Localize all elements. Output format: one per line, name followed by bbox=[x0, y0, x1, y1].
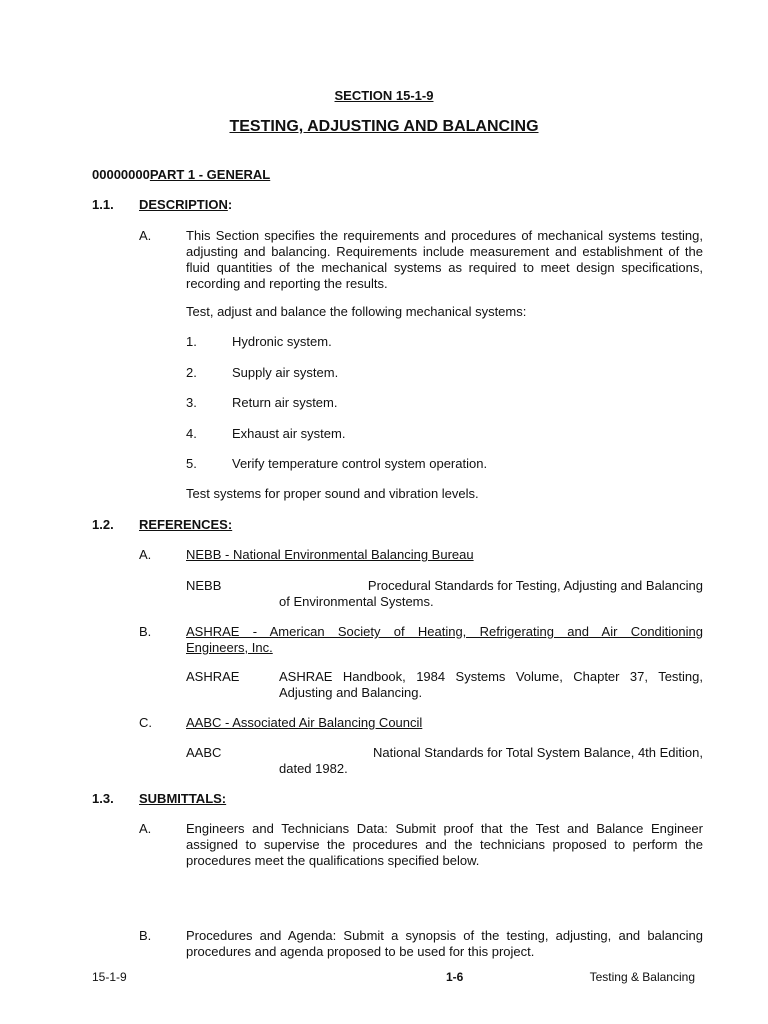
section-1-1-number: 1.1. bbox=[92, 197, 114, 212]
ref-c-standard: National Standards for Total System Balance, 4th Edition, bbox=[372, 745, 703, 760]
description-paragraph: This Section specifies the requirements and procedures of mechanical systems testing, adjusting and balancing. Requirements include measurement and establishment of the fluid quantities of the mechanical systems as required to meet design specifications, recording and reporting the results. bbox=[186, 228, 703, 291]
list-item: Return air system. bbox=[232, 395, 338, 410]
item-a-letter: A. bbox=[139, 228, 152, 243]
part-prefix: 00000000 bbox=[92, 167, 150, 182]
list-item-number: 1. bbox=[186, 334, 197, 349]
ref-a-standard: Procedural Standards for Testing, Adjusting and Balancing bbox=[367, 578, 703, 593]
section-1-2-number: 1.2. bbox=[92, 517, 114, 532]
list-item: Exhaust air system. bbox=[232, 426, 346, 441]
footer-title: Testing & Balancing bbox=[589, 970, 695, 984]
submittal-a-paragraph: Engineers and Technicians Data: Submit proof that the Test and Balance Engineer assigned to supervise the procedures and the technicians proposed to perform the procedures meet the qualifications specified below. bbox=[186, 821, 703, 868]
ref-c-letter: C. bbox=[139, 715, 152, 730]
section-1-2-heading: REFERENCES: bbox=[139, 517, 233, 532]
submittal-b-paragraph: Procedures and Agenda: Submit a synopsis of the testing, adjusting, and balancing procedures and agenda proposed to be used for this project. bbox=[186, 928, 703, 959]
ref-c-abbreviation: AABC bbox=[186, 745, 222, 760]
part-label: PART 1 - GENERAL bbox=[149, 167, 271, 182]
ref-b-letter: B. bbox=[139, 624, 152, 639]
section-1-3-heading: SUBMITTALS: bbox=[139, 791, 227, 806]
list-item: Supply air system. bbox=[232, 365, 339, 380]
list-item-number: 3. bbox=[186, 395, 197, 410]
section-1-1-heading bbox=[139, 197, 232, 213]
closing-sentence: Test systems for proper sound and vibration levels. bbox=[186, 486, 479, 501]
footer-page-number: 1-6 bbox=[446, 970, 464, 984]
ref-b-standard-continued: Adjusting and Balancing. bbox=[279, 685, 423, 700]
list-item-number: 2. bbox=[186, 365, 197, 380]
ref-a-standard-continued: of Environmental Systems. bbox=[279, 594, 434, 609]
ref-a-organization: NEBB - National Environmental Balancing Bureau bbox=[186, 547, 474, 562]
ref-b-abbreviation: ASHRAE bbox=[186, 669, 240, 684]
list-item-number: 4. bbox=[186, 426, 197, 441]
description-label: DESCRIPTION bbox=[139, 197, 228, 212]
section-number: SECTION 15-1-9 bbox=[334, 88, 434, 103]
ref-a-abbreviation: NEBB bbox=[186, 578, 222, 593]
ref-c-standard-continued: dated 1982. bbox=[279, 761, 348, 776]
systems-intro: Test, adjust and balance the following mechanical systems: bbox=[186, 304, 527, 319]
list-item-number: 5. bbox=[186, 456, 197, 471]
ref-b-organization-continued: Engineers, Inc. bbox=[186, 640, 273, 655]
page-title: TESTING, ADJUSTING AND BALANCING bbox=[229, 118, 539, 135]
ref-a-letter: A. bbox=[139, 547, 152, 562]
description-colon: : bbox=[227, 197, 233, 212]
section-1-3-number: 1.3. bbox=[92, 791, 114, 806]
submittal-b-letter: B. bbox=[139, 928, 152, 943]
list-item: Hydronic system. bbox=[232, 334, 332, 349]
list-item: Verify temperature control system operation. bbox=[232, 456, 488, 471]
part-heading bbox=[92, 167, 270, 183]
ref-c-organization: AABC - Associated Air Balancing Council bbox=[186, 715, 423, 730]
ref-b-standard: ASHRAE Handbook, 1984 Systems Volume, Chapter 37, Testing, bbox=[279, 669, 703, 684]
ref-b-organization: ASHRAE - American Society of Heating, Refrigerating and Air Conditioning bbox=[186, 624, 703, 639]
submittal-a-letter: A. bbox=[139, 821, 152, 836]
footer-section-number: 15-1-9 bbox=[92, 970, 127, 984]
